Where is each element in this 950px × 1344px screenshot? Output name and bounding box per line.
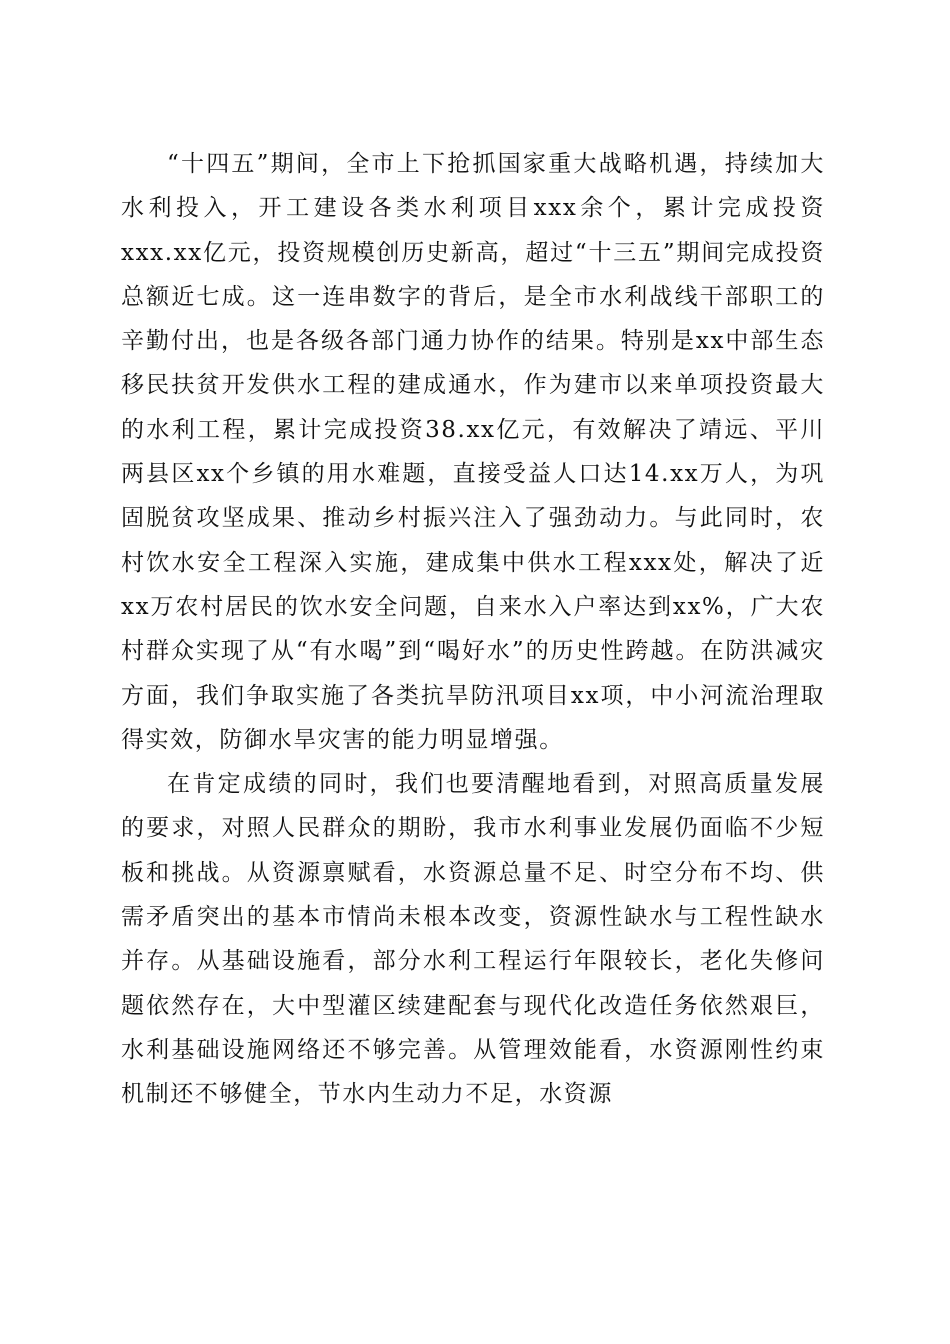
body-text [121,142,825,1117]
paragraph-achievements: “十四五”期间，全市上下抢抓国家重大战略机遇，持续加大水利投入，开工建设各类水利项目xxx余个，累计完成投资xxx.xx亿元，投资规模创历史新高，超过“十三五”期间完成投资总额近七成。这一连串数字的背后，是全市水利战线干部职工的辛勤付出，也是各级各部门通力协作的结果。特别是xx中部生态移民扶贫开发供水工程的建成通水，作为建市以来单项投资最大的水利工程，累计完成投资38.xx亿元，有效解决了靖远、平川两县区xx个乡镇的用水难题，直接受益人口达14.xx万人，为巩固脱贫攻坚成果、推动乡村振兴注入了强劲动力。与此同时，农村饮水安全工程深入实施，建成集中供水工程xxx处，解决了近xx万农村居民的饮水安全问题，自来水入户率达到xx%，广大农村群众实现了从“有水喝”到“喝好水”的历史性跨越。在防洪减灾方面，我们争取实施了各类抗旱防汛项目xx项，中小河流治理取得实效，防御水旱灾害的能力明显增强。 [121,151,825,753]
paragraph-challenges: 在肯定成绩的同时，我们也要清醒地看到，对照高质量发展的要求，对照人民群众的期盼，我市水利事业发展仍面临不少短板和挑战。从资源禀赋看，水资源总量不足、时空分布不均、供需矛盾突出的基本市情尚未根本改变，资源性缺水与工程性缺水并存。从基础设施看，部分水利工程运行年限较长，老化失修问题依然存在，大中型灌区续建配套与现代化改造任务依然艰巨，水利基础设施网络还不够完善。从管理效能看，水资源刚性约束机制还不够健全，节水内生动力不足，水资源 [121,771,825,1108]
